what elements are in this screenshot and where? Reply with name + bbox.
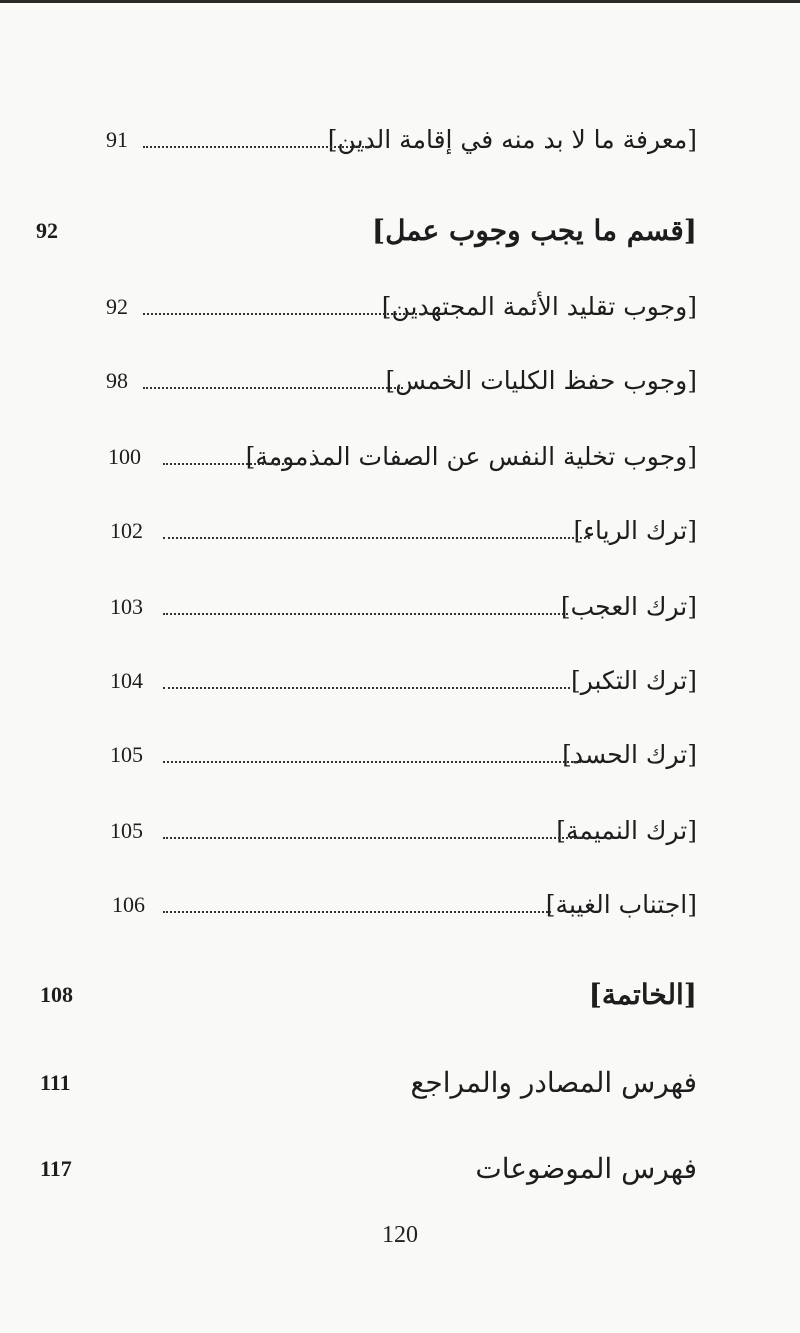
toc-entry[interactable] (0, 115, 800, 165)
toc-entry-title: [وجوب حفظ الكليات الخمس] (381, 356, 697, 406)
toc-entry-page: 98 (106, 368, 128, 393)
toc-entry-page: 100 (108, 444, 141, 469)
toc-entry[interactable] (0, 806, 800, 856)
toc-entry[interactable] (0, 282, 800, 332)
dot-leader (163, 506, 590, 539)
toc-section-heading[interactable] (0, 1058, 800, 1108)
toc-section-page: 108 (40, 982, 73, 1007)
toc-section-page: 117 (40, 1156, 72, 1181)
toc-entry-title: [وجوب تخلية النفس عن الصفات المذمومة] (242, 432, 697, 482)
toc-entry-page: 91 (106, 127, 128, 152)
toc-entry-page: 92 (106, 294, 128, 319)
dot-leader (163, 730, 581, 763)
toc-entry-title: [وجوب تقليد الأئمة المجتهدين] (378, 282, 697, 332)
toc-entry[interactable] (0, 880, 800, 930)
toc-section-heading[interactable] (0, 1144, 800, 1194)
toc-entry-page: 103 (110, 594, 143, 619)
toc-entry-page: 105 (110, 818, 143, 843)
toc-entry[interactable] (0, 432, 800, 482)
toc-entry-page: 104 (110, 668, 143, 693)
toc-section-heading[interactable] (0, 970, 800, 1020)
toc-entry-title: [معرفة ما لا بد منه في إقامة الدين] (324, 115, 697, 165)
dot-leader (163, 656, 570, 689)
dot-leader (143, 356, 403, 389)
page-number: 120 (382, 1222, 418, 1248)
toc-section-page: 111 (40, 1070, 71, 1095)
toc-entry[interactable] (0, 582, 800, 632)
toc-entry-page: 106 (112, 892, 145, 917)
dot-leader (163, 806, 583, 839)
toc-section-title: [قسم ما يجب وجوب عمل] (371, 214, 697, 247)
toc-entry[interactable] (0, 506, 800, 556)
toc-entry-title: [ترك العجب] (557, 582, 697, 632)
toc-entry[interactable] (0, 730, 800, 780)
dot-leader (143, 115, 379, 148)
toc-section-title: [الخاتمة] (588, 978, 697, 1011)
toc-entry-title: [ترك الرياء] (570, 506, 698, 556)
toc-section-title: فهرس الموضوعات (475, 1152, 697, 1185)
toc-section-title: فهرس المصادر والمراجع (410, 1066, 697, 1099)
toc-section-heading[interactable] (0, 206, 800, 256)
dot-leader (163, 432, 288, 465)
toc-entry[interactable] (0, 656, 800, 706)
dot-leader (143, 282, 425, 315)
toc-entry-title: [ترك التكبر] (567, 656, 697, 706)
toc-entry-title: [اجتناب الغيبة] (542, 880, 697, 930)
toc-entry[interactable] (0, 356, 800, 406)
toc-section-page: 92 (36, 218, 58, 243)
toc-entry-page: 105 (110, 742, 143, 767)
dot-leader (163, 880, 551, 913)
toc-entry-title: [ترك النميمة] (552, 806, 697, 856)
toc-entry-title: [ترك الحسد] (558, 730, 697, 780)
toc-entry-page: 102 (110, 518, 143, 543)
dot-leader (163, 582, 568, 615)
